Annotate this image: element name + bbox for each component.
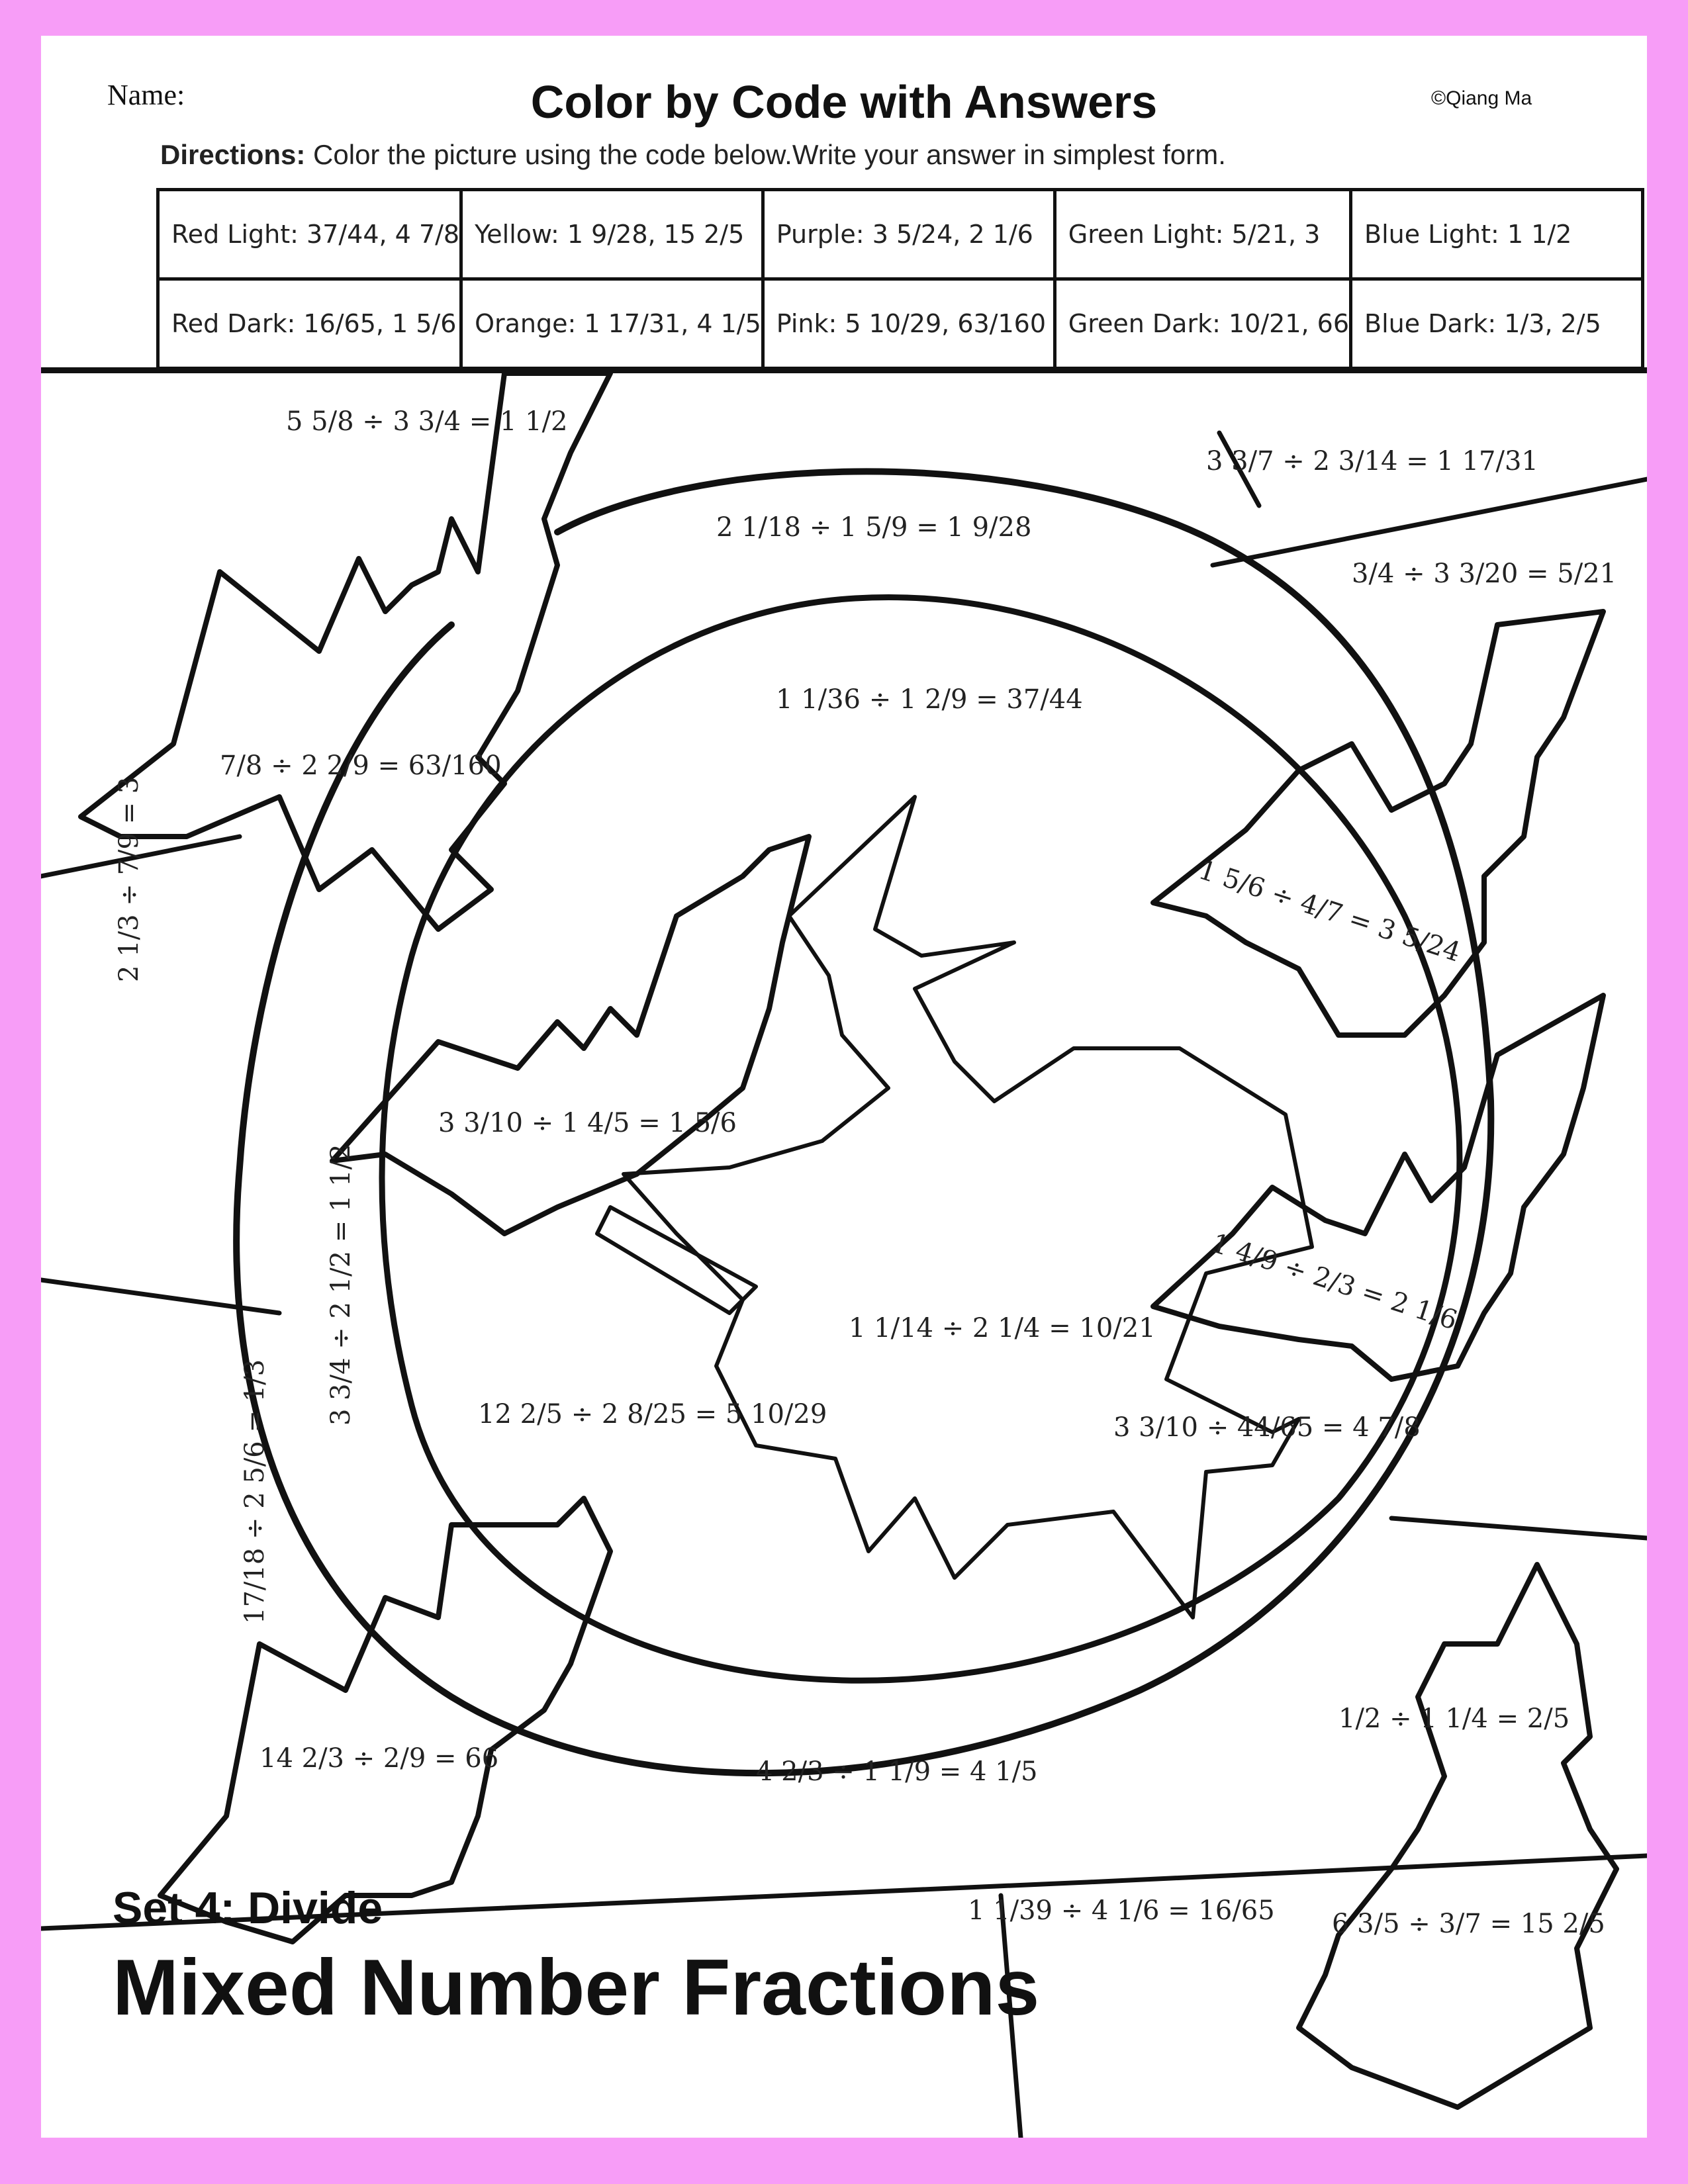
bat-shape [81, 373, 610, 929]
problem-equation: 12 2/5 ÷ 2 8/25 = 5 10/29 [478, 1399, 827, 1430]
bat-shape [160, 1498, 610, 1942]
problem-equation: 1 4/9 ÷ 2/3 = 2 1/6 [1207, 1228, 1461, 1336]
problem-equation: 3/4 ÷ 3 3/20 = 5/21 [1352, 559, 1617, 589]
problem-equation: 3 3/10 ÷ 44/65 = 4 7/8 [1113, 1412, 1421, 1443]
color-code-cell: Red Light: 37/44, 4 7/8 [158, 190, 461, 279]
problem-equation: 3 3/10 ÷ 1 4/5 = 1 5/6 [438, 1108, 737, 1138]
broom [597, 1207, 756, 1313]
moon-inner-circle [382, 597, 1460, 1680]
set-label: Set 4: Divide [113, 1883, 383, 1933]
problem-equation: 3 3/7 ÷ 2 3/14 = 1 17/31 [1206, 446, 1538, 477]
problem-equation: 1 1/14 ÷ 2 1/4 = 10/21 [849, 1313, 1156, 1343]
color-code-row [158, 190, 1643, 279]
directions [160, 139, 1226, 171]
header-divider [41, 367, 1647, 373]
problem-equation: 6 3/5 ÷ 3/7 = 15 2/5 [1332, 1909, 1605, 1939]
color-code-table [156, 188, 1644, 370]
color-code-cell: Green Light: 5/21, 3 [1055, 190, 1350, 279]
directions-label: Directions: [160, 139, 306, 170]
problem-equation: 1 1/39 ÷ 4 1/6 = 16/65 [968, 1895, 1275, 1926]
color-code-cell: Red Dark: 16/65, 1 5/6 [158, 279, 461, 369]
bat-shape [1153, 995, 1603, 1379]
problem-equation: 1 1/36 ÷ 1 2/9 = 37/44 [776, 684, 1083, 715]
color-code-cell: Orange: 1 17/31, 4 1/5 [461, 279, 763, 369]
color-code-cell: Blue Dark: 1/3, 2/5 [1351, 279, 1643, 369]
region-line [1213, 479, 1647, 565]
problem-equation: 4 2/3 ÷ 1 1/9 = 4 1/5 [756, 1756, 1038, 1787]
color-code-row [158, 279, 1643, 369]
bat-shape [1299, 1565, 1617, 2107]
color-code-cell: Purple: 3 5/24, 2 1/6 [763, 190, 1055, 279]
bat-shape [1153, 612, 1603, 1035]
problem-equation: 2 1/3 ÷ 7/9 = 3 [114, 776, 144, 982]
problem-equation: 1/2 ÷ 1 1/4 = 2/5 [1338, 1704, 1570, 1734]
worksheet-title: Color by Code with Answers [530, 76, 1158, 128]
color-code-cell: Yellow: 1 9/28, 15 2/5 [461, 190, 763, 279]
region-line [1391, 1518, 1647, 1538]
problem-equation: 1 5/6 ÷ 4/7 = 3 5/24 [1194, 854, 1464, 968]
region-line [41, 1280, 279, 1313]
color-code-cell: Pink: 5 10/29, 63/160 [763, 279, 1055, 369]
problem-equation: 14 2/3 ÷ 2/9 = 66 [259, 1743, 499, 1774]
copyright: ©Qiang Ma [1431, 87, 1532, 109]
color-code-cell: Blue Light: 1 1/2 [1351, 190, 1643, 279]
problem-equation: 17/18 ÷ 2 5/6 = 1/3 [240, 1359, 270, 1624]
problem-equation: 3 3/4 ÷ 2 1/2 = 1 1/2 [326, 1144, 356, 1426]
coloring-picture[interactable] [41, 373, 1647, 2138]
directions-text: Color the picture using the code below.Write your answer in simplest form. [305, 139, 1226, 170]
worksheet-subtitle: Mixed Number Fractions [113, 1943, 1040, 2032]
problem-equation: 5 5/8 ÷ 3 3/4 = 1 1/2 [286, 406, 568, 437]
moon-outer-circle [236, 471, 1491, 1773]
name-label: Name: [107, 79, 185, 111]
problem-equation: 7/8 ÷ 2 2/9 = 63/160 [220, 751, 502, 781]
color-code-cell: Green Dark: 10/21, 66 [1055, 279, 1350, 369]
worksheet [41, 36, 1647, 2138]
bat-shape [332, 837, 809, 1234]
problem-equation: 2 1/18 ÷ 1 5/9 = 1 9/28 [716, 512, 1032, 543]
